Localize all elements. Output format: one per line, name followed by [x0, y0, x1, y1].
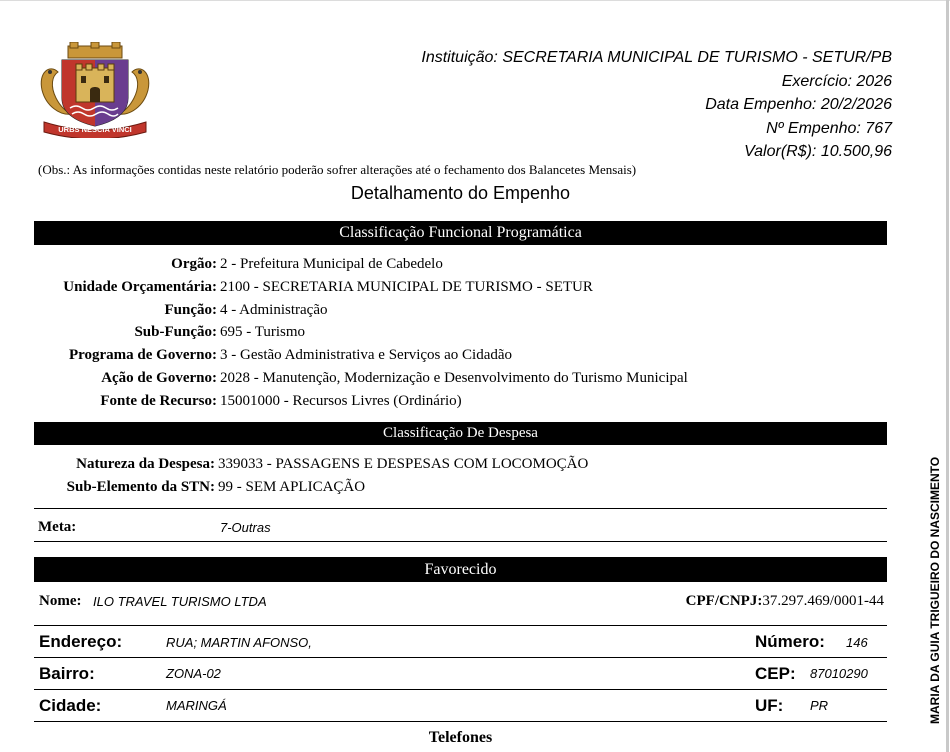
divider [34, 721, 887, 722]
field-value: 15001000 - Recursos Livres (Ordinário) [220, 393, 462, 409]
field-label: Sub-Elemento da STN: [66, 479, 215, 495]
field-row-funcao [34, 302, 887, 324]
field-label: Sub-Função: [134, 324, 217, 340]
telefones-heading: Telefones [428, 729, 493, 746]
right-border [946, 0, 949, 752]
field-row-unidade [34, 279, 887, 301]
cpf-value: 37.297.469/0001-44 [762, 593, 884, 609]
numero-empenho: Nº Empenho: 767 [766, 119, 892, 137]
section-header-favorecido: Favorecido [34, 557, 887, 582]
field-label: Orgão: [171, 256, 217, 272]
field-row-orgao [34, 256, 887, 278]
section-header-despesa: Classificação De Despesa [34, 422, 887, 445]
nome-value: ILO TRAVEL TURISMO LTDA [93, 594, 267, 609]
field-value: 4 - Administração [220, 302, 328, 318]
valor: Valor(R$): 10.500,96 [744, 143, 892, 160]
field-value: 339033 - PASSAGENS E DESPESAS COM LOCOMOÇÃO [218, 456, 589, 472]
field-value: 2100 - SECRETARIA MUNICIPAL DE TURISMO - SETUR [220, 279, 593, 295]
divider [34, 625, 887, 626]
endereco-value: RUA; MARTIN AFONSO, [166, 635, 312, 650]
instituicao: Instituição: SECRETARIA MUNICIPAL DE TURISMO - SETUR/PB [421, 49, 892, 66]
numero-value: 146 [846, 635, 868, 650]
numero-label: Número: [755, 632, 825, 651]
section-header-funcional: Classificação Funcional Programática [34, 221, 887, 245]
crest-motto: URBS NESCIA VINCI [58, 125, 132, 134]
field-label: Unidade Orçamentária: [63, 279, 217, 295]
field-value: 2 - Prefeitura Municipal de Cabedelo [220, 256, 443, 272]
header-info [421, 46, 892, 164]
bairro-label: Bairro: [39, 664, 95, 683]
field-value: 695 - Turismo [220, 324, 306, 340]
top-border [0, 0, 950, 1]
cpf-label: CPF/CNPJ: [685, 593, 763, 609]
divider [34, 657, 887, 658]
cidade-value: MARINGÁ [166, 698, 227, 713]
exercicio: Exercício: 2026 [781, 72, 892, 90]
field-row-fonte [34, 393, 887, 415]
divider [34, 689, 887, 690]
field-label: Natureza da Despesa: [76, 456, 215, 472]
cep-value: 87010290 [810, 666, 868, 681]
uf-label: UF: [755, 696, 784, 715]
field-row-natureza [34, 456, 887, 478]
field-label: Fonte de Recurso: [100, 393, 217, 409]
side-signature-text: MARIA DA GUIA TRIGUEIRO DO NASCIMENTO [928, 456, 942, 724]
field-value: 99 - SEM APLICAÇÃO [218, 479, 366, 495]
meta-value: 7-Outras [220, 520, 271, 535]
data-empenho: Data Empenho: 20/2/2026 [705, 96, 892, 113]
divider [34, 508, 887, 509]
cep-label: CEP: [755, 664, 796, 683]
field-label: Ação de Governo: [101, 370, 217, 386]
cidade-label: Cidade: [39, 696, 102, 715]
field-row-acao [34, 370, 887, 392]
municipal-crest-icon [36, 42, 154, 138]
field-value: 3 - Gestão Administrativa e Serviços ao Cidadão [220, 347, 513, 363]
field-label: Programa de Governo: [68, 347, 217, 363]
field-value: 2028 - Manutenção, Modernização e Desenvolvimento do Turismo Municipal [220, 370, 688, 386]
field-row-subelemento [34, 479, 887, 501]
observation-note: (Obs.: As informações contidas neste relatório poderão sofrer alterações até o fechamento dos Balancetes Mensais) [38, 162, 637, 177]
field-row-subfuncao [34, 324, 887, 346]
meta-label: Meta: [38, 519, 77, 535]
bairro-value: ZONA-02 [166, 666, 221, 681]
endereco-label: Endereço: [39, 632, 123, 651]
uf-value: PR [810, 698, 829, 713]
nome-label: Nome: [39, 593, 82, 609]
field-label: Função: [164, 302, 217, 318]
cpf-cnpj [686, 593, 884, 610]
field-row-programa [34, 347, 887, 369]
divider [34, 541, 887, 542]
page-title: Detalhamento do Empenho [350, 183, 571, 203]
